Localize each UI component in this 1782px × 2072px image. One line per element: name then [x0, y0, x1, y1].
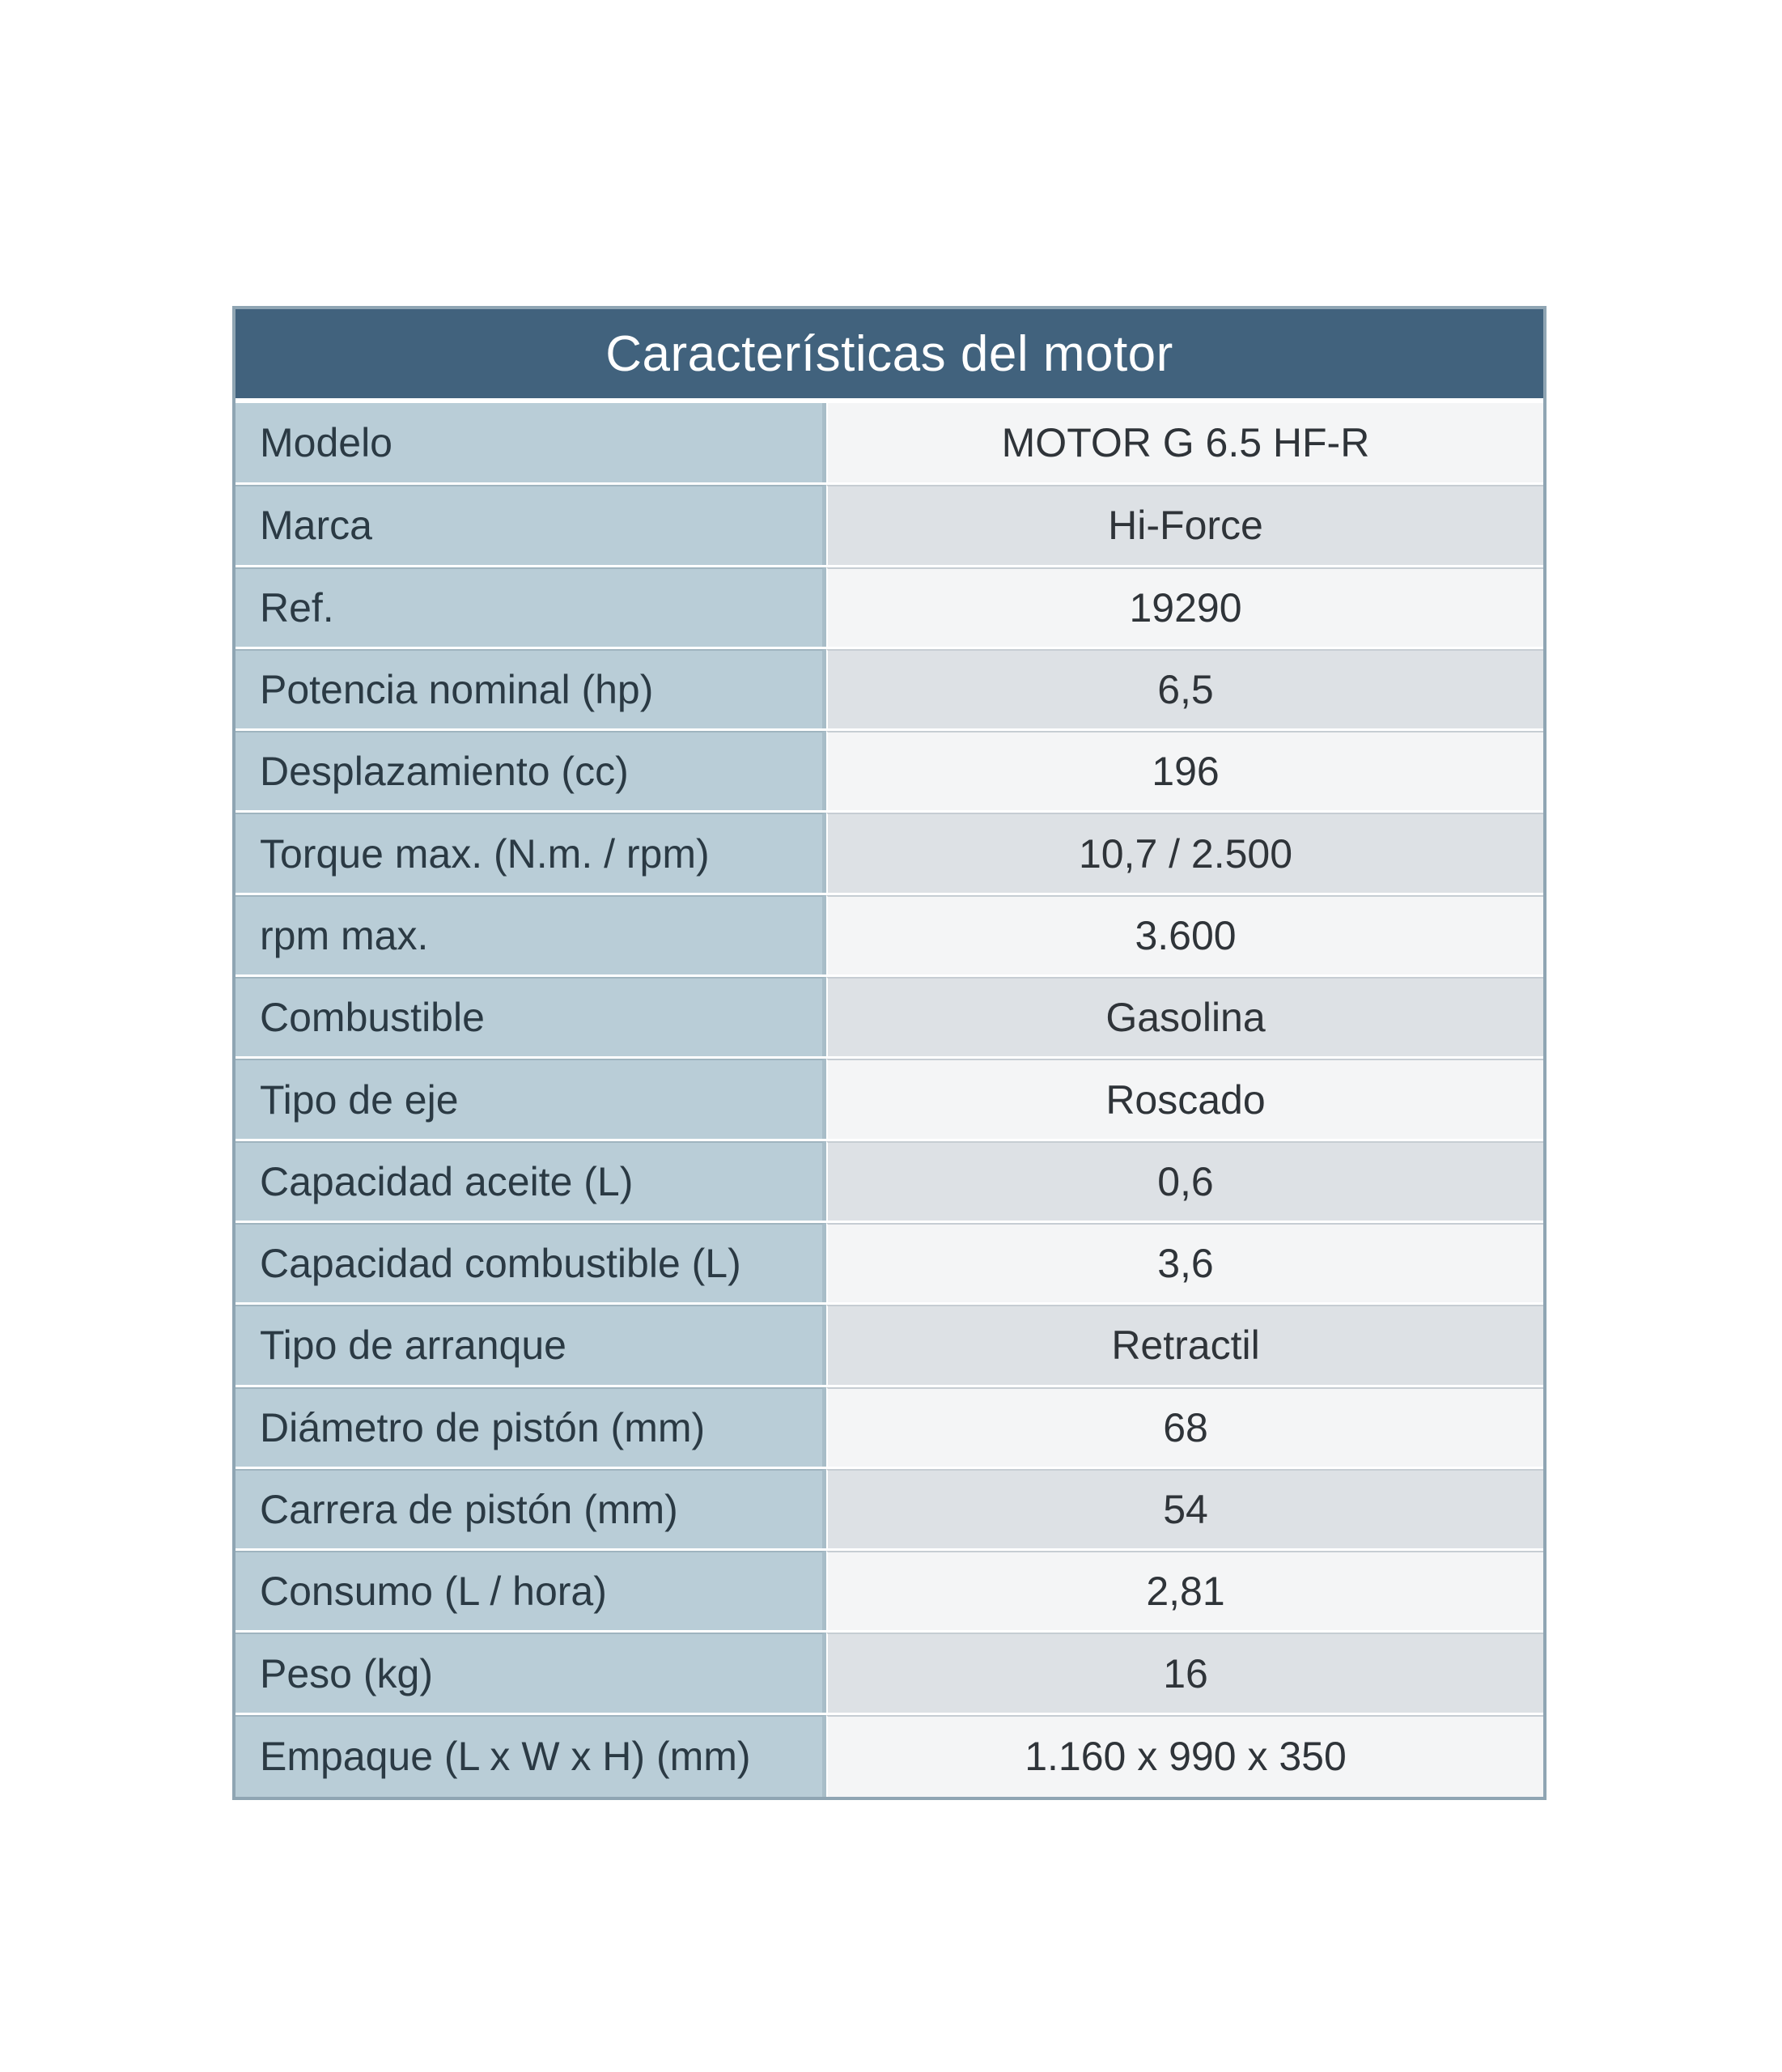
table-row	[235, 403, 1543, 485]
table-row	[235, 485, 1543, 567]
table-row	[235, 1305, 1543, 1386]
table-row	[235, 649, 1543, 731]
row-label: Capacidad combustible (L)	[235, 1223, 826, 1302]
row-label: Consumo (L / hora)	[235, 1551, 826, 1630]
row-value: 2,81	[826, 1551, 1543, 1630]
table-row	[235, 1551, 1543, 1633]
table-row	[235, 731, 1543, 813]
row-value: 54	[826, 1469, 1543, 1548]
table-row	[235, 1223, 1543, 1305]
row-label: Diámetro de pistón (mm)	[235, 1387, 826, 1467]
row-label: Empaque (L x W x H) (mm)	[235, 1715, 826, 1797]
row-label: Combustible	[235, 977, 826, 1056]
row-label: Modelo	[235, 403, 826, 482]
row-label: Potencia nominal (hp)	[235, 649, 826, 728]
table-row	[235, 895, 1543, 977]
table-row	[235, 567, 1543, 649]
table-row	[235, 1059, 1543, 1140]
table-title: Características del motor	[235, 309, 1543, 403]
row-value: 3,6	[826, 1223, 1543, 1302]
row-value: Retractil	[826, 1305, 1543, 1384]
row-value: 3.600	[826, 895, 1543, 974]
row-value: 0,6	[826, 1141, 1543, 1221]
table-row	[235, 813, 1543, 894]
row-value: 16	[826, 1633, 1543, 1712]
row-label: Torque max. (N.m. / rpm)	[235, 813, 826, 892]
row-value: 196	[826, 731, 1543, 810]
row-value: 10,7 / 2.500	[826, 813, 1543, 892]
row-label: Peso (kg)	[235, 1633, 826, 1712]
row-value: Hi-Force	[826, 485, 1543, 564]
table-row	[235, 1387, 1543, 1469]
row-value: 6,5	[826, 649, 1543, 728]
row-value: 1.160 x 990 x 350	[826, 1715, 1543, 1797]
table-row	[235, 1141, 1543, 1223]
row-label: Carrera de pistón (mm)	[235, 1469, 826, 1548]
row-label: Desplazamiento (cc)	[235, 731, 826, 810]
motor-specs-table	[232, 306, 1547, 1800]
row-value: 68	[826, 1387, 1543, 1467]
table-row	[235, 1469, 1543, 1551]
row-value: MOTOR G 6.5 HF-R	[826, 403, 1543, 482]
row-label: Capacidad aceite (L)	[235, 1141, 826, 1221]
row-label: Tipo de arranque	[235, 1305, 826, 1384]
row-value: 19290	[826, 567, 1543, 647]
row-label: Tipo de eje	[235, 1059, 826, 1138]
row-label: Ref.	[235, 567, 826, 647]
row-label: Marca	[235, 485, 826, 564]
row-label: rpm max.	[235, 895, 826, 974]
table-row	[235, 1715, 1543, 1797]
row-value: Gasolina	[826, 977, 1543, 1056]
table-row	[235, 977, 1543, 1059]
row-value: Roscado	[826, 1059, 1543, 1138]
table-row	[235, 1633, 1543, 1714]
